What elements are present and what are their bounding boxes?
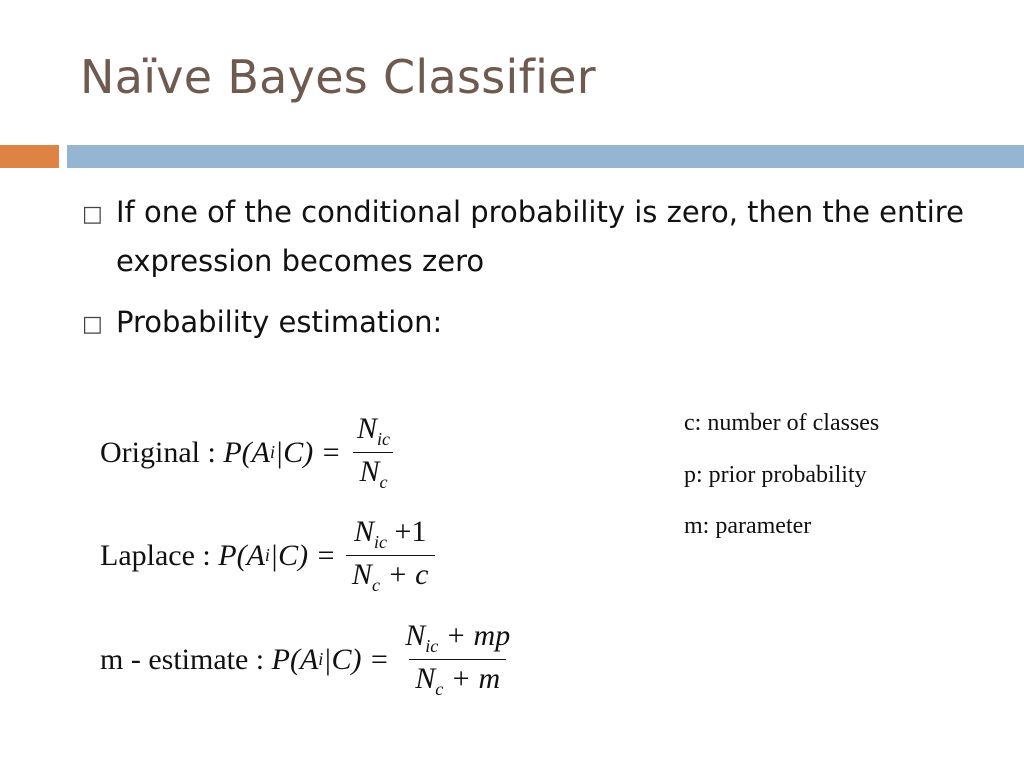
bullet-text: If one of the conditional probability is zero, then the entire expression becomes zero (116, 195, 964, 278)
formula-m-estimate (100, 619, 516, 700)
accent-bar-blue (67, 145, 1024, 168)
formula-lhs-subscript: i (318, 649, 324, 669)
fraction (346, 515, 435, 596)
fraction-numerator: $N_{ic} +1$ (353, 515, 427, 552)
fraction-denominator: $N_c + m$ (409, 659, 506, 700)
formula-laplace (100, 515, 435, 596)
bullet-text: Probability estimation: (116, 305, 443, 339)
accent-bar-orange (0, 145, 59, 168)
slide-title: Naïve Bayes Classifier (80, 50, 596, 104)
fraction (399, 619, 516, 700)
formula-label: m - estimate : (100, 642, 265, 676)
formula-lhs: P(A (218, 538, 265, 572)
hollow-square-bullet-icon: □ (82, 312, 103, 337)
formula-lhs-subscript: i (264, 545, 270, 565)
fraction-numerator: $N_{ic}$ + mp (405, 619, 511, 656)
fraction (351, 412, 396, 493)
formula-label: Original : (100, 435, 216, 469)
formula-lhs-end: |C) = (269, 538, 336, 572)
hollow-square-bullet-icon: □ (82, 202, 103, 227)
formula-lhs: P(A (223, 435, 270, 469)
fraction-denominator: $N_c + c$ (346, 555, 435, 596)
legend-item: m: parameter (684, 513, 812, 539)
formula-lhs: P(A (271, 642, 319, 676)
formula-lhs-end: |C) = (323, 642, 390, 676)
formula-original (100, 412, 396, 493)
formula-lhs-end: |C) = (274, 435, 341, 469)
legend-item: c: number of classes (684, 410, 880, 436)
legend-item: p: prior probability (684, 462, 867, 488)
fraction-numerator: $N_{ic}$ (356, 412, 390, 449)
fraction-denominator: $N_c$ (353, 452, 393, 493)
formula-label: Laplace : (100, 538, 211, 572)
formula-lhs-subscript: i (269, 442, 275, 462)
